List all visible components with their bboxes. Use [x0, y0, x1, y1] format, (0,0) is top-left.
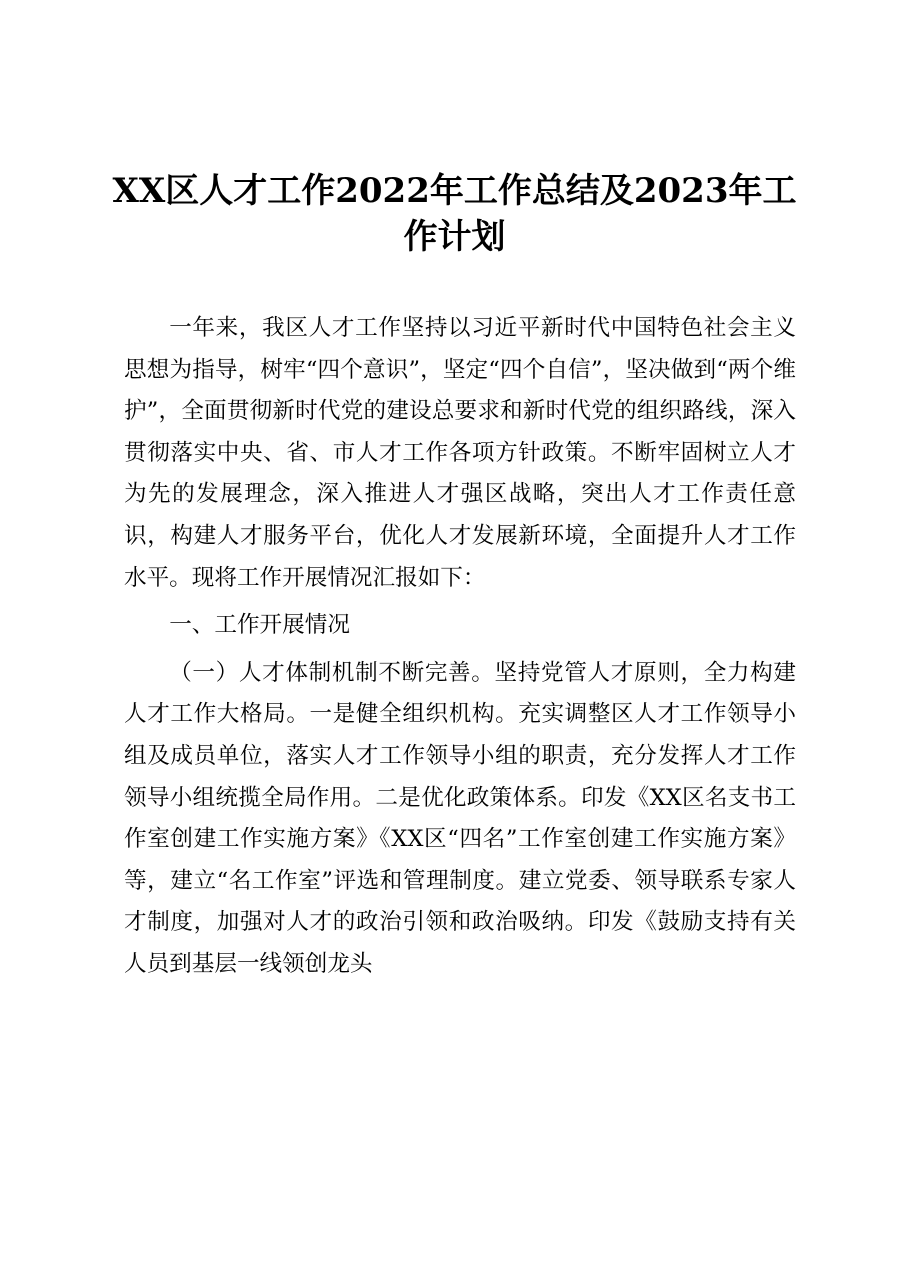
document-title: XX区人才工作2022年工作总结及2023年工作计划 — [112, 171, 797, 257]
document-body — [124, 308, 796, 992]
section-paragraph: （一）人才体制机制不断完善。坚持党管人才原则，全力构建人才工作大格局。一是健全组织机构。充实调整区人才工作领导小组及成员单位，落实人才工作领导小组的职责，充分发挥人才工作领导小组统揽全局作用。二是优化政策体系。印发《XX区名支书工作室创建工作实施方案》《XX区“四名”工作室创建工作实施方案》等，建立“名工作室”评选和管理制度。建立党委、领导联系专家人才制度，加强对人才的政治引领和政治吸纳。印发《鼓励支持有关人员到基层一线领创龙头 — [124, 659, 796, 977]
section-heading: 一、工作开展情况 — [169, 612, 350, 639]
intro-paragraph: 一年来，我区人才工作坚持以习近平新时代中国特色社会主义思想为指导，树牢“四个意识”，坚定“四个自信”，坚决做到“两个维护”，全面贯彻新时代党的建设总要求和新时代党的组织路线，深入贯彻落实中央、省、市人才工作各项方针政策。不断牢固树立人才为先的发展理念，深入推进人才强区战略，突出人才工作责任意识，构建人才服务平台，优化人才发展新环境，全面提升人才工作水平。现将工作开展情况汇报如下： — [124, 315, 796, 591]
